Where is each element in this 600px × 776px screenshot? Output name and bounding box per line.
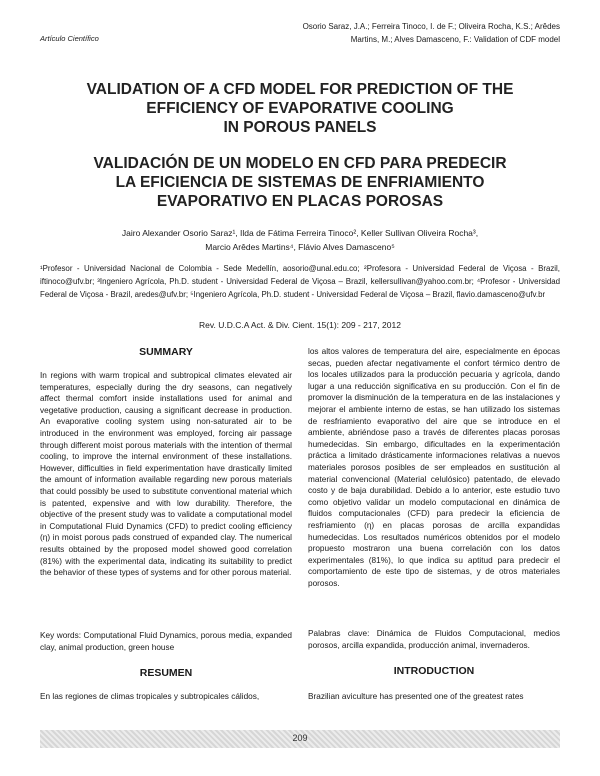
running-header: [260, 20, 560, 46]
resumen-keywords: Palabras clave: Dinámica de Fluidos Computacional, medios porosos, arcilla expandida, producción animal, invernaderos.: [308, 629, 560, 650]
page-number: 209: [292, 733, 308, 743]
running-header-line: Osorio Saraz, J.A.; Ferreira Tinoco, I. de F.; Oliveira Rocha, K.S.; Arêdes: [302, 22, 560, 31]
resumen-continued: los altos valores de temperatura del aire, especialmente en épocas secas, pueden afectar negativamente el confort térmico dentro de los locales utilizados para la producción pecuaria y agrícola, dando lugar a una reducción significativa en su producción. Con el fin de promover la disminución de la temperatura en de las instalaciones y mejorar el ambiente interno de estas, se han utilizado los sistemas de resfriamiento evaporativo del aire que se introduce en el ambiente, abriéndose paso a través de diferentes placas porosas humedecidas. Sin embargo, dificultades en la experimentación práctica a limitado drásticamente informaciones relativas a nuevos materiales porosos posibles de ser empleados en sustitución al material convencional (Material celulósico) patentado, de elevado costo y de baja durabilidad. Debido a lo anterior, este estudio tuvo como objetivo validar un modelo computacional en dinámica de fluidos computacionales (CFD) para predecir la eficiencia de resfriamiento (η) en placas porosas de arcilla expandidas humedecidas. Los resultados numéricos obtenidos por el modelo propuesto mostraron una buena correlación con los datos experimentales (81%), lo que indica su aptitud para predecir el comportamiento de este tipo de sistemas, y de otros materiales porosos.: [308, 347, 560, 588]
summary-body: In regions with warm tropical and subtropical climates elevated air temperatures, especially during the dry seasons, can negatively affect thermal comfort inside installations used for animal and vegetative production, causing a significant decrease in production. An evaporative cooling system using non-saturated air to be introduced in the environment was employed, forcing air passage through different moist porous materials with the intention of thermal cooling, to improve the internal environment of these installations. However, difficulties in field experimentation have drastically limited the amount of information available regarding new porous materials that could possibly be used to substitute conventional material which is patented, expensive and with low durability. Therefore, the objective of the present study was to validate a computational model in Computational Fluid Dynamics (CFD) to predict cooling efficiency (η) in moist porous pads construed of expanded clay. The numerical results obtained by the proposed model showed good correlation (81%) with the experimental data, indicating its suitability to predict the behavior of these types of systems and for other porous material.: [40, 371, 292, 578]
title-line: EVAPORATIVO EN PLACAS POROSAS: [156, 193, 444, 210]
summary-keywords: Key words: Computational Fluid Dynamics, porous media, expanded clay, animal production, green house: [40, 631, 292, 652]
title-line: VALIDACIÓN DE UN MODELO EN CFD PARA PREDECIR: [93, 155, 507, 172]
authors-line: Jairo Alexander Osorio Saraz¹, Ilda de Fátima Ferreira Tinoco², Keller Sullivan Oliveira Rocha³,: [121, 228, 479, 238]
title-line: LA EFICIENCIA DE SISTEMAS DE ENFRIAMIENTO: [115, 174, 485, 191]
title-line: IN POROUS PANELS: [223, 119, 377, 136]
running-header-line: Martins, M.; Alves Damasceno, F.: Validation of CDF model: [350, 35, 560, 44]
introduction-heading: INTRODUCTION: [393, 665, 475, 677]
citation: Rev. U.D.C.A Act. & Div. Cient. 15(1): 209 - 217, 2012: [199, 320, 401, 330]
authors: [40, 226, 560, 254]
section-label: Artículo Científico: [40, 34, 99, 43]
introduction-start: Brazilian aviculture has presented one of the greatest rates: [308, 692, 524, 701]
resumen-start: En las regiones de climas tropicales y subtropicales cálidos,: [40, 692, 260, 701]
title-spanish: [40, 154, 560, 211]
title-line: VALIDATION OF A CFD MODEL FOR PREDICTION OF THE: [86, 81, 514, 98]
title-english: [40, 80, 560, 137]
resumen-heading: RESUMEN: [139, 667, 193, 679]
summary-heading: SUMMARY: [139, 346, 193, 358]
title-line: EFFICIENCY OF EVAPORATIVE COOLING: [146, 100, 454, 117]
affiliations: ¹Profesor - Universidad Nacional de Colombia - Sede Medellín, aosorio@unal.edu.co; ²Profesora - Universidad Federal de Viçosa - Brazil, iftinoco@ufv.br; ³Ingeniero Agrícola, Ph.D. student - Universidad Federal de Viçosa – Brazil, kellersullivan@yahoo.com.br; ⁴Profesor - Universidad Federal de Viçosa - Brazil, aredes@ufv.br; ⁵Ingeniero Agrícola, Ph.D. student - Universidad Federal de Viçosa – Brazil, flavio.damasceno@ufv.br: [40, 264, 560, 299]
authors-line: Marcio Arêdes Martins⁴, Flávio Alves Damasceno⁵: [205, 242, 395, 252]
